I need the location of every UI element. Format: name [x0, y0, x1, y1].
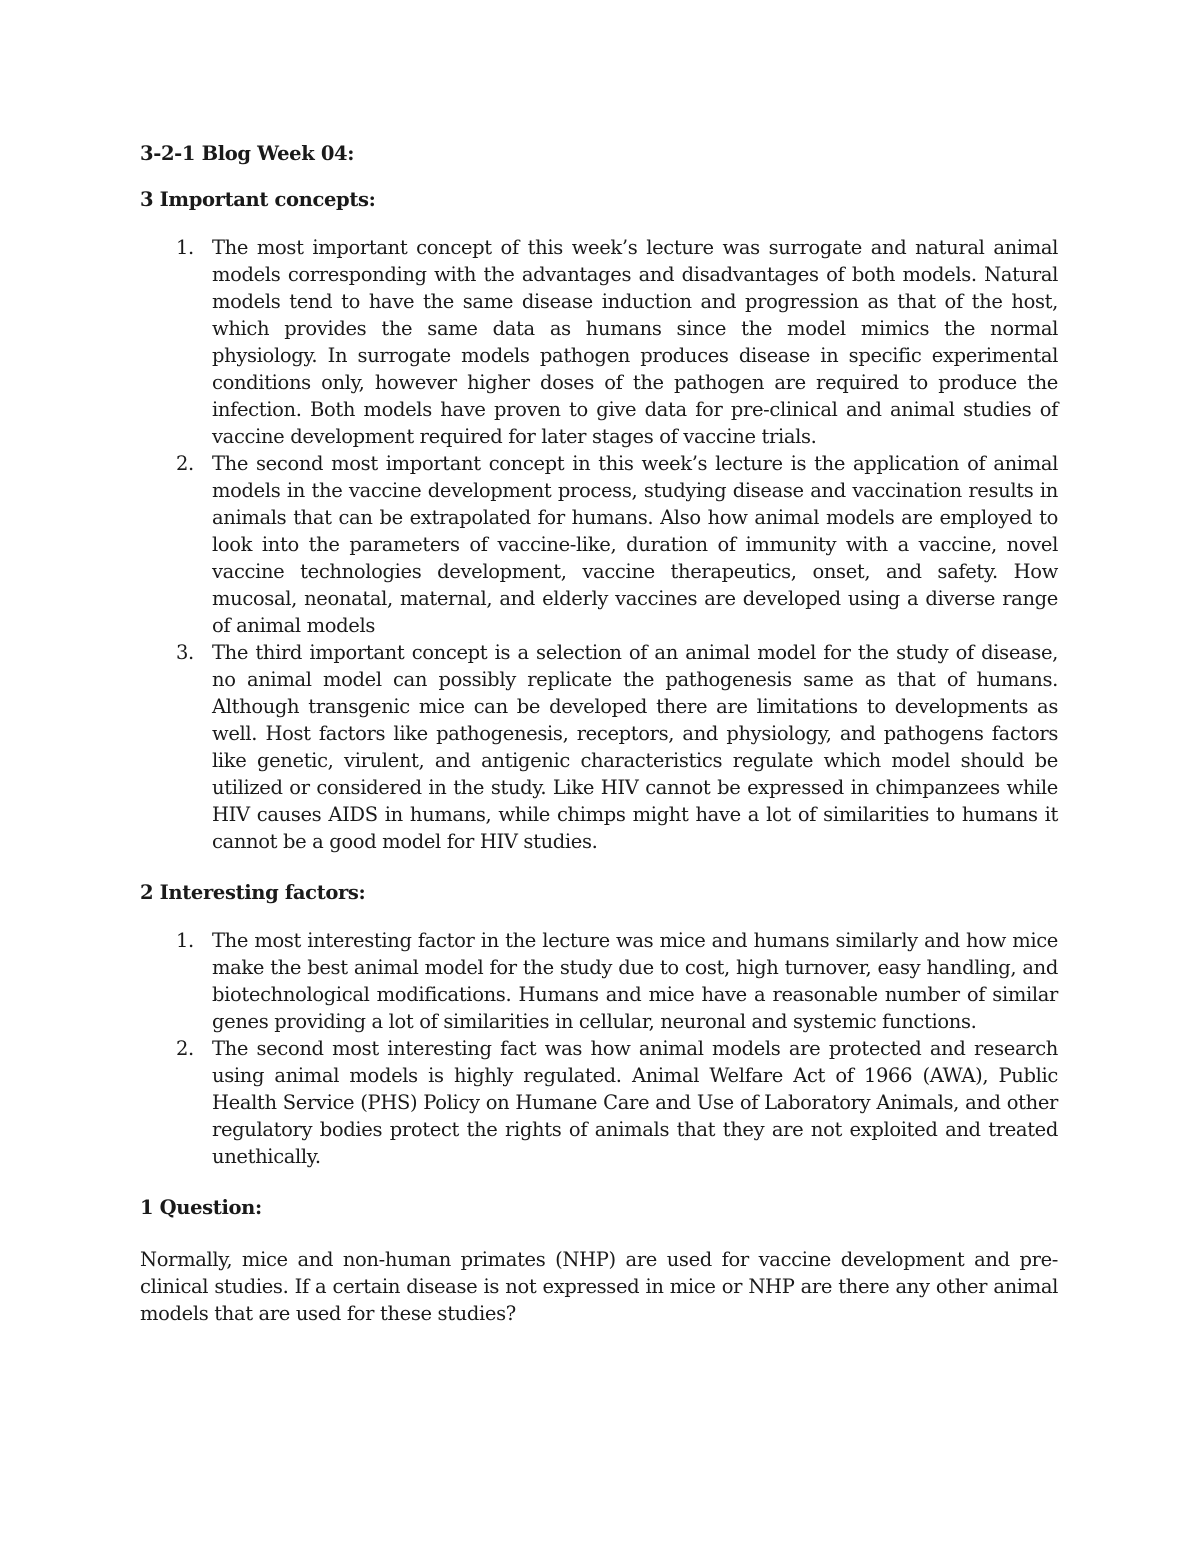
list-item-text: The most important concept of this week’s lecture was surrogate and natural animal models corresponding with the advantages and disadvantages of both models. Natural models tend to have the same disease induction and progression as that of the host, which provides the same data as humans since the model mimics the normal physiology. In surrogate models pathogen produces disease in specific experimental conditions only, however higher doses of the pathogen are required to produce the infection. Both models have proven to give data for pre-clinical and animal studies of vaccine development required for later stages of vaccine trials.	[212, 236, 1058, 448]
list-item-number: 2.	[176, 452, 194, 475]
list-item	[176, 234, 1058, 450]
list-item-text: The third important concept is a selection of an animal model for the study of disease, no animal model can possibly replicate the pathogenesis same as that of humans. Although transgenic mice can be developed there are limitations to developments as well. Host factors like pathogenesis, receptors, and physiology, and pathogens factors like genetic, virulent, and antigenic characteristics regulate which model should be utilized or considered in the study. Like HIV cannot be expressed in chimpanzees while HIV causes AIDS in humans, while chimps might have a lot of similarities to humans it cannot be a good model for HIV studies.	[212, 641, 1058, 853]
list-item-number: 1.	[176, 929, 194, 952]
list-item	[176, 639, 1058, 855]
list-item-text: The second most important concept in this week’s lecture is the application of animal models in the vaccine development process, studying disease and vaccination results in animals that can be extrapolated for humans. Also how animal models are employed to look into the parameters of vaccine-like, duration of immunity with a vaccine, novel vaccine technologies development, vaccine therapeutics, onset, and safety. How mucosal, neonatal, maternal, and elderly vaccines are developed using a diverse range of animal models	[212, 452, 1058, 637]
concepts-heading: 3 Important concepts:	[140, 188, 376, 211]
list-item-text: The second most interesting fact was how animal models are protected and research using animal models is highly regulated. Animal Welfare Act of 1966 (AWA), Public Health Service (PHS) Policy on Humane Care and Use of Laboratory Animals, and other regulatory bodies protect the rights of animals that they are not exploited and treated unethically.	[212, 1037, 1058, 1168]
list-item-number: 1.	[176, 236, 194, 259]
factors-list	[140, 927, 1058, 1170]
factors-heading: 2 Interesting factors:	[140, 881, 366, 904]
list-item-number: 2.	[176, 1037, 194, 1060]
concepts-list	[140, 234, 1058, 855]
list-item-text: The most interesting factor in the lecture was mice and humans similarly and how mice make the best animal model for the study due to cost, high turnover, easy handling, and biotechnological modifications. Humans and mice have a reasonable number of similar genes providing a lot of similarities in cellular, neuronal and systemic functions.	[212, 929, 1058, 1033]
list-item	[176, 450, 1058, 639]
list-item	[176, 927, 1058, 1035]
question-heading: 1 Question:	[140, 1196, 262, 1219]
blog-title: 3-2-1 Blog Week 04:	[140, 142, 355, 165]
document-page	[140, 140, 1058, 1327]
list-item	[176, 1035, 1058, 1170]
list-item-number: 3.	[176, 641, 194, 664]
question-text: Normally, mice and non-human primates (NHP) are used for vaccine development and pre-clinical studies. If a certain disease is not expressed in mice or NHP are there any other animal models that are used for these studies?	[140, 1248, 1058, 1325]
